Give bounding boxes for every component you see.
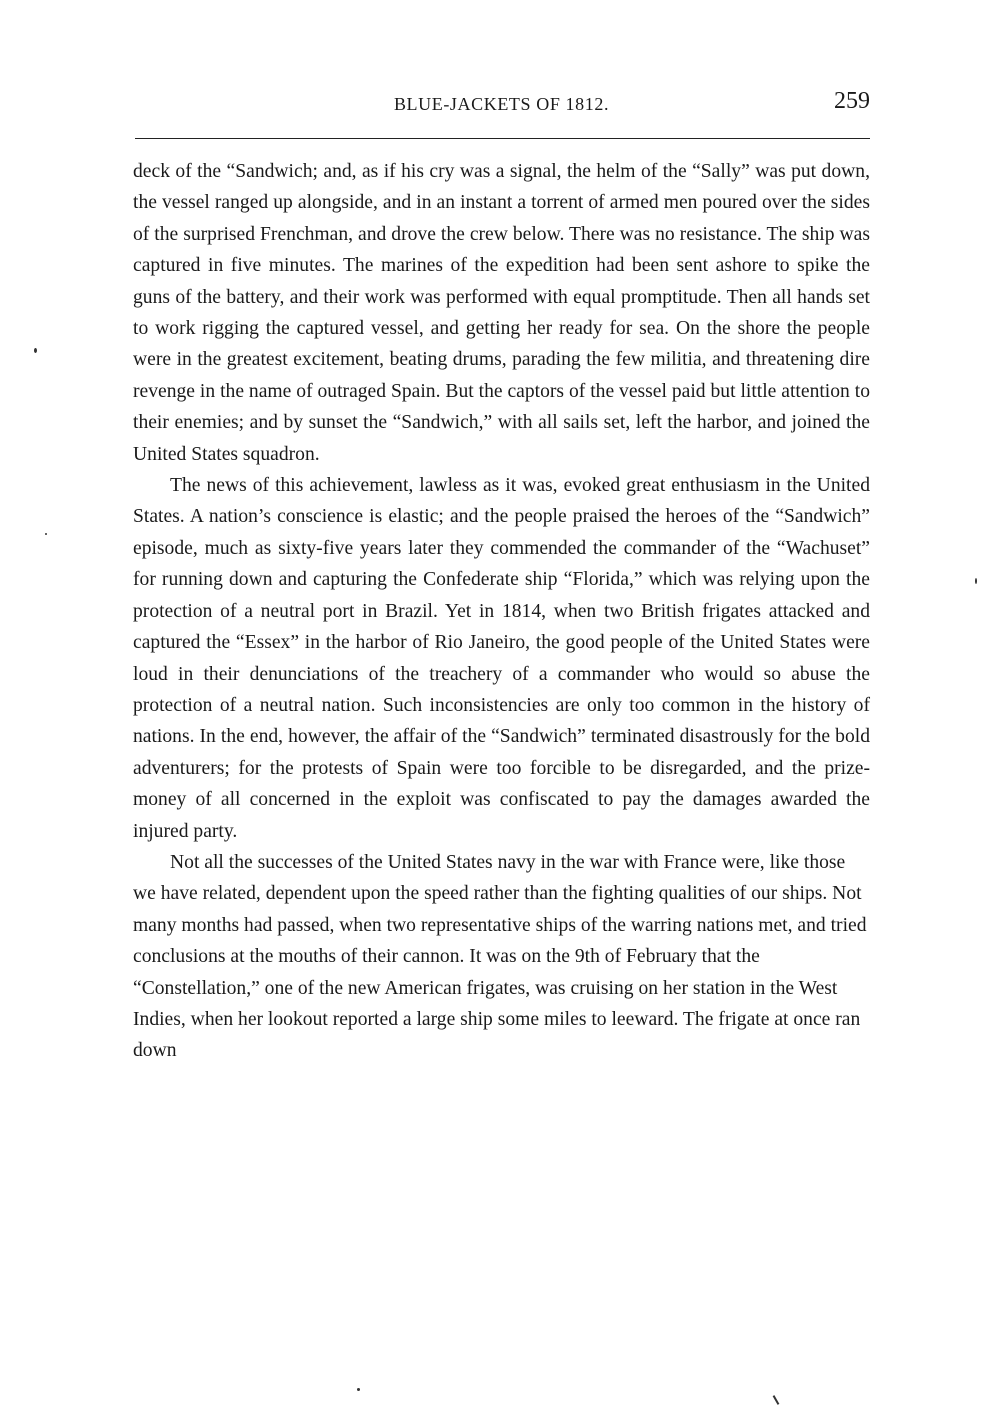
scan-speck [975, 578, 977, 584]
paragraph: The news of this achievement, lawless as it was, evoked great enthusiasm in the United States. A nation’s conscience is elastic; and the people praised the heroes of the “Sandwich” episode, much as sixty-five years later they commended the commander of the “Wachuset” for running down and capturing the Confederate ship “Florida,” which was relying upon the protection of a neutral port in Brazil. Yet in 1814, when two British frigates attacked and captured the “Essex” in the harbor of Rio Janeiro, the good people of the United States were loud in their denunciations of the treachery of a commander who would so abuse the protection of a neutral nation. Such inconsistencies are only too common in the history of nations. In the end, however, the affair of the “Sandwich” terminated disastrously for the bold adventurers; for the protests of Spain were too forcible to be disregarded, and the prize-money of all concerned in the exploit was confiscated to pay the damages awarded the injured party. [133, 475, 870, 842]
paragraph: Not all the successes of the United States navy in the war with France were, like those we have related, dependent upon the speed rather than the fighting qualities of our ships. Not many months had passed, when two representative ships of the warring nations met, and tried conclusions at the mouths of their cannon. It was on the 9th of February that the “Constellation,” one of the new American frigates, was cruising on her station in the West Indies, when her lookout reported a large ship some miles to leeward. The frigate at once ran down [133, 851, 867, 1062]
page-number: 259 [834, 88, 870, 114]
header-rule [135, 138, 870, 139]
paragraph-continued: deck of the “Sandwich; and, as if his cry was a signal, the helm of the “Sally” was put down, the vessel ranged up alongside, and in an instant a torrent of armed men poured over the sides of the surprised Frenchman, and drove the crew below. There was no resistance. The ship was captured in five minutes. The marines of the expedition had been sent ashore to spike the guns of the battery, and their work was performed with equal promptitude. Then all hands set to work rigging the captured vessel, and getting her ready for sea. On the shore the people were in the greatest excitement, beating drums, parading the few militia, and threatening dire revenge in the name of outraged Spain. But the captors of the vessel paid but little attention to their enemies; and by sunset the “Sandwich,” with all sails set, left the harbor, and joined the United States squadron. [133, 161, 870, 465]
scan-speck [45, 533, 47, 535]
scan-speck [34, 348, 37, 353]
running-head [133, 86, 870, 126]
running-title: BLUE-JACKETS OF 1812. [393, 94, 610, 114]
body-text [133, 156, 870, 1067]
scan-speck [773, 1395, 780, 1405]
scan-speck [357, 1388, 360, 1391]
